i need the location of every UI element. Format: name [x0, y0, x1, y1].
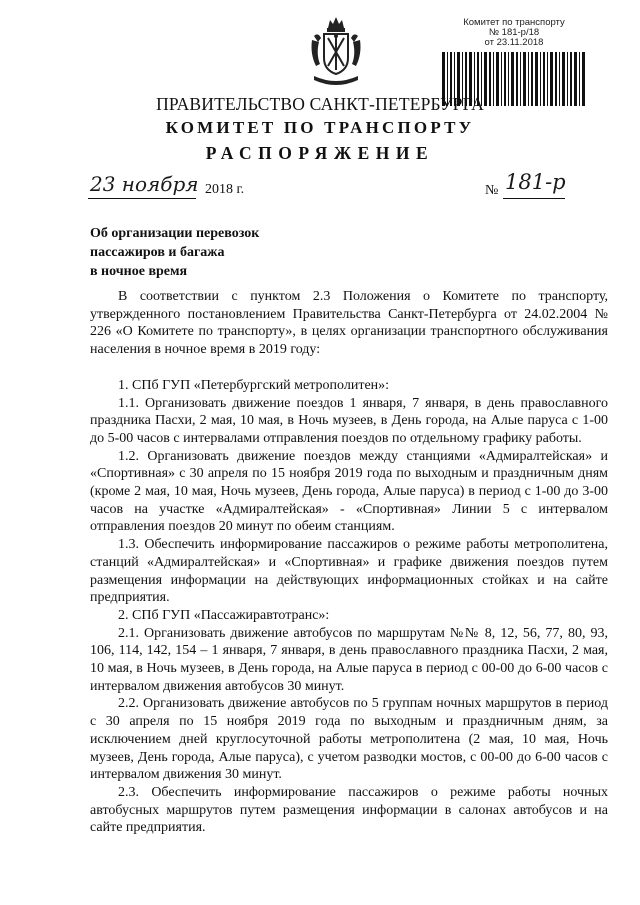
number-underline: [503, 198, 565, 199]
paragraph-2-2: 2.2. Организовать движение автобусов по 5 группам ночных маршрутов в период с 30 апреля по 15 ноября 2019 года по выходным и праздничным дням, за исключением дней круглосуточной работы метрополитена (2 мая, 10 мая, Ночь музеев, День города, Алые паруса), с учетом разводки мостов, с 00-00 до 6-00 часов с интервалом движения 30 минут.: [90, 696, 608, 783]
document-type-heading: РАСПОРЯЖЕНИЕ: [205, 143, 435, 163]
coat-of-arms-emblem: [306, 14, 366, 92]
document-title: [90, 224, 259, 281]
preamble-paragraph: В соответствии с пунктом 2.3 Положения о Комитете по транспорту, утвержденного постановлением Правительства Санкт-Петербурга от 24.02.2004 № 226 «О Комитете по транспорту», в целях организации транспортного обслуживания населения в ночное время в 2019 году:: [90, 289, 608, 358]
section-2-heading: 2. СПб ГУП «Пассажиравтотранс»:: [118, 607, 330, 623]
paragraph-1-3: 1.3. Обеспечить информирование пассажиров о режиме работы метрополитена, станций «Адмиралтейская» и «Спортивная» и графике движения поездов путем размещения информации на действующих информационных стойках и на сайте предприятия.: [90, 537, 608, 606]
government-heading: ПРАВИТЕЛЬСТВО САНКТ-ПЕТЕРБУРГА: [156, 94, 484, 114]
title-line: в ночное время: [90, 264, 188, 279]
date-underline: [88, 198, 196, 199]
stamp-number: № 181-р/18: [488, 27, 540, 38]
section-1-heading: 1. СПб ГУП «Петербургский метрополитен»:: [118, 377, 390, 393]
stamp-date: от 23.11.2018: [484, 37, 544, 48]
stamp-organization: Комитет по транспорту: [463, 17, 565, 28]
paragraph-1-1: 1.1. Организовать движение поездов 1 января, 7 января, в день православного праздника Пасхи, 2 мая, 10 мая, в Ночь музеев, в День города, на Алые паруса с 1-00 до 5-00 часов с интервалами отправления поездов по отдельному графику работы.: [90, 395, 608, 446]
title-line: пассажиров и багажа: [90, 245, 225, 260]
paragraph-2-1: 2.1. Организовать движение автобусов по маршрутам №№ 8, 12, 56, 77, 80, 93, 106, 114, 142, 154 – 1 января, 7 января, в день православного праздника Пасхи, 2 мая, 10 мая, в Ночь музеев, в День города, на Алые паруса в период с 00-00 до 6-00 часов с интервалом движения автобусов 30 минут.: [90, 625, 608, 694]
handwritten-number: 181-р: [505, 170, 566, 194]
paragraph-2-3: 2.3. Обеспечить информирование пассажиров о режиме работы ночных автобусных маршрутов путем размещения информации в салонах автобусов и на сайте предприятия.: [90, 784, 608, 836]
paragraph-1-2: 1.2. Организовать движение поездов между станциями «Адмиралтейская» и «Спортивная» с 30 апреля по 15 ноября 2019 года по выходным и праздничным дням (кроме 2 мая, 10 мая, Ночь музеев, День города, Алые паруса) в период с 1-00 до 3-00 часов на участке «Адмиралтейская» - «Спортивная» Линии 5 с интервалом отправления поездов 20 минут по обеим станциям.: [90, 448, 608, 535]
number-sign: №: [485, 183, 499, 198]
title-line: Об организации перевозок: [90, 226, 260, 241]
document-body: [90, 288, 608, 837]
date-year: 2018 г.: [205, 182, 245, 197]
committee-heading: КОМИТЕТ ПО ТРАНСПОРТУ: [165, 118, 475, 137]
handwritten-date: 23 ноября: [90, 172, 199, 196]
